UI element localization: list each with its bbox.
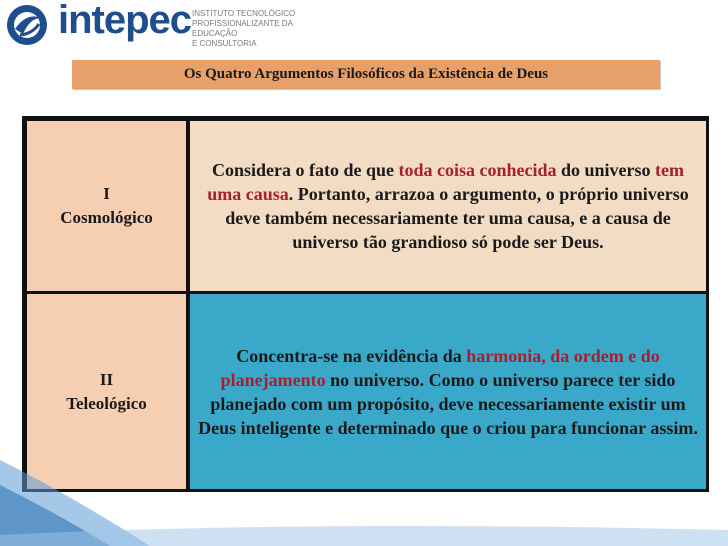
- argument-numeral: II: [99, 369, 114, 389]
- description-text-part: . Portanto, arrazoa o argumento, o próprio universo deve também necessariamente ter uma causa, e a causa de universo tão grandioso só pode ser Deus.: [225, 184, 689, 252]
- logo-subtitle-line: PROFISSIONALIZANTE DA EDUCAÇÃO: [192, 19, 293, 38]
- description-text-part: do universo: [556, 160, 656, 180]
- logo-subtitle: [192, 9, 306, 49]
- blue-swoosh-decoration: [0, 440, 728, 546]
- argument-label-cosmological: [27, 121, 186, 291]
- logo-wordmark: intepec: [58, 0, 192, 42]
- description-text-part: Concentra-se na evidência da: [236, 345, 467, 366]
- description-text-part: Considera o fato de que: [211, 160, 399, 180]
- title-bar: [72, 60, 660, 89]
- highlighted-text: tem uma causa: [207, 160, 685, 204]
- intepec-logo: [6, 0, 306, 52]
- highlighted-text: toda coisa conhecida: [398, 160, 557, 180]
- page-title: Os Quatro Argumentos Filosóficos da Existência de Deus: [183, 66, 549, 82]
- logo-subtitle-line: E CONSULTORIA: [192, 39, 257, 48]
- description-text: [198, 344, 698, 440]
- arguments-table: [22, 116, 709, 492]
- description-text: [198, 158, 698, 254]
- highlighted-text: harmonia, da ordem e do planejamento: [220, 345, 660, 390]
- argument-name: Teleológico: [66, 393, 147, 413]
- logo-subtitle-line: INSTITUTO TECNOLÓGICO: [192, 9, 296, 18]
- argument-name: Cosmológico: [60, 208, 153, 227]
- description-text-part: no universo. Como o universo parece ter sido planejado com um propósito, deve necessariamente existir um Deus inteligente e determinado que o criou para funcionar assim.: [198, 369, 698, 438]
- argument-numeral: I: [103, 184, 110, 203]
- intepec-logo-icon: [6, 4, 48, 46]
- argument-description-cosmological: [190, 121, 706, 291]
